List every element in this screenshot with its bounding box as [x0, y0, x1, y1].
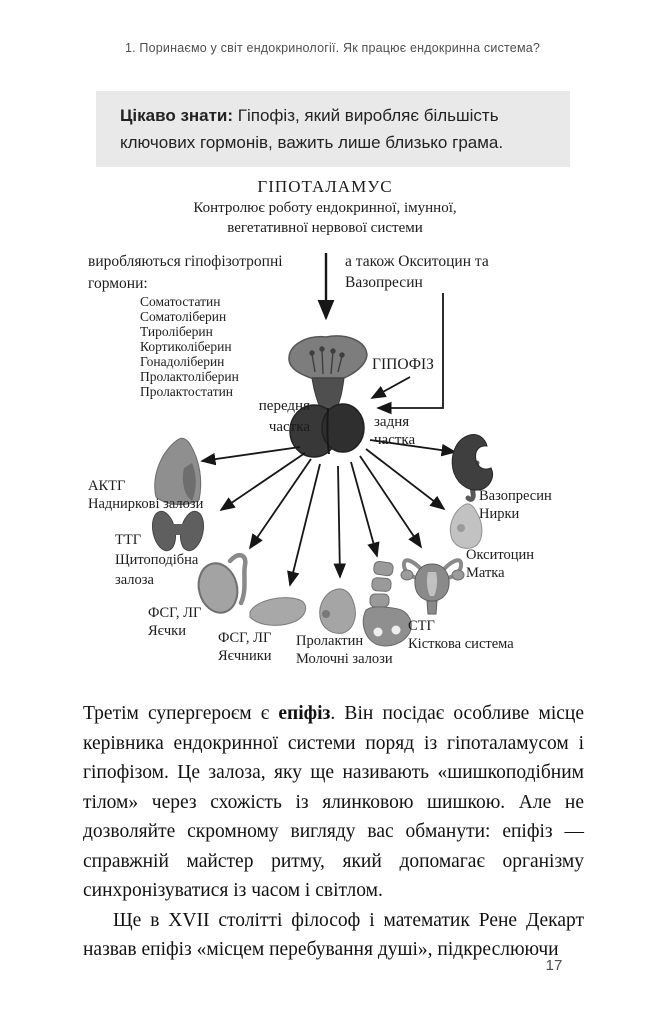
right-heading-1: а також Окситоцин та — [345, 253, 489, 270]
paragraph-1-bold-term: епіфіз — [278, 703, 331, 724]
ovary-illustration — [250, 598, 306, 626]
body-text — [83, 699, 584, 965]
label-adrenal-1: АКТГ — [88, 478, 126, 494]
label-uterus-1: Окситоцин — [466, 547, 535, 563]
mammary-gland-illustration — [320, 589, 356, 634]
paragraph-1-text-cont: . Він посідає особливе місце керівника ендокринної системи поряд із гіпоталамусом і гіпофізом. Це залоза, яку ще називають «шишкоподібним тілом» через схожість із ялинковою шишкою. Але не дозволяйте скромному вигляду вас обманути: епіфіз — справжній майстер ритму, який допомагає організму синхронізуватися із часом і світлом. — [83, 703, 584, 901]
left-heading-1: виробляються гіпофізотропні — [88, 253, 283, 270]
label-thyroid-2: Щитоподібна — [115, 552, 199, 568]
thyroid-illustration — [149, 509, 207, 553]
hormone-item: Пролактостатин — [140, 384, 234, 399]
hormone-item: Кортиколіберин — [140, 339, 232, 354]
page-number: 17 — [545, 957, 563, 974]
hormone-item: Пролактоліберин — [140, 369, 239, 384]
info-box-label: Цікаво знати: — [120, 106, 234, 125]
label-mammary-2: Молочні залози — [296, 651, 393, 667]
label-thyroid-1: ТТГ — [115, 532, 142, 548]
label-uterus-2: Матка — [466, 565, 505, 581]
arrow — [221, 453, 305, 510]
hypothalamus-subtitle-2: вегетативної нервової системи — [227, 220, 423, 236]
arrow — [202, 447, 300, 461]
posterior-lobe-label-2: частка — [374, 432, 416, 448]
running-header: 1. Поринаємо у світ ендокринології. Як працює ендокринна система? — [124, 41, 541, 55]
label-kidneys-1: Вазопресин — [479, 488, 552, 504]
uterus-illustration — [401, 560, 464, 614]
arrow — [378, 293, 443, 408]
label-thyroid-3: залоза — [115, 572, 154, 588]
arrow — [360, 456, 421, 547]
breast-illustration — [450, 504, 482, 549]
adrenal-gland-illustration — [155, 438, 201, 504]
arrow — [372, 377, 410, 398]
target-labels — [88, 478, 552, 667]
hormone-item: Гонадоліберин — [140, 354, 225, 369]
paragraph-2: Ще в XVII столітті філософ і математик Рене Декарт назвав епіфіз «місцем перебування душі», підкреслюючи — [83, 909, 584, 960]
label-kidneys-2: Нирки — [479, 506, 520, 522]
hormone-item: Тироліберин — [140, 324, 213, 339]
info-box-text: Гіпофіз, який виробляє більшість ключових гормонів, важить лише близько грама. — [120, 106, 504, 152]
hypothalamus-subtitle-1: Контролює роботу ендокринної, імунної, — [193, 200, 457, 216]
anterior-lobe-label-2: частка — [268, 419, 310, 435]
label-ovaries-1: ФСГ, ЛГ — [218, 630, 272, 646]
paragraph-1-text: Третім супергероєм є — [83, 703, 279, 724]
label-mammary-1: Пролактин — [296, 633, 364, 649]
arrow — [338, 466, 340, 577]
label-ovaries-2: Яєчники — [218, 648, 272, 664]
paragraph-1 — [83, 699, 584, 906]
right-heading-2: Вазопресин — [345, 274, 423, 291]
pituitary-gland-illustration — [289, 336, 367, 457]
anterior-lobe-label-1: передня — [258, 398, 310, 414]
left-heading-2: гормони: — [88, 275, 148, 292]
label-testes-1: ФСГ, ЛГ — [148, 605, 202, 621]
arrow — [366, 449, 444, 509]
label-skeletal-1: СТГ — [408, 618, 435, 634]
endocrine-diagram — [80, 170, 590, 695]
info-box — [96, 91, 570, 167]
posterior-lobe-label-1: задня — [374, 414, 410, 430]
pituitary-label: ГІПОФІЗ — [372, 356, 434, 373]
label-skeletal-2: Кісткова система — [408, 636, 514, 652]
label-testes-2: Яєчки — [148, 623, 186, 639]
hormone-item: Соматоліберин — [140, 309, 227, 324]
hypothalamus-title: ГІПОТАЛАМУС — [257, 177, 393, 196]
label-adrenal-2: Надниркові залози — [88, 496, 204, 512]
hormone-item: Соматостатин — [140, 294, 221, 309]
